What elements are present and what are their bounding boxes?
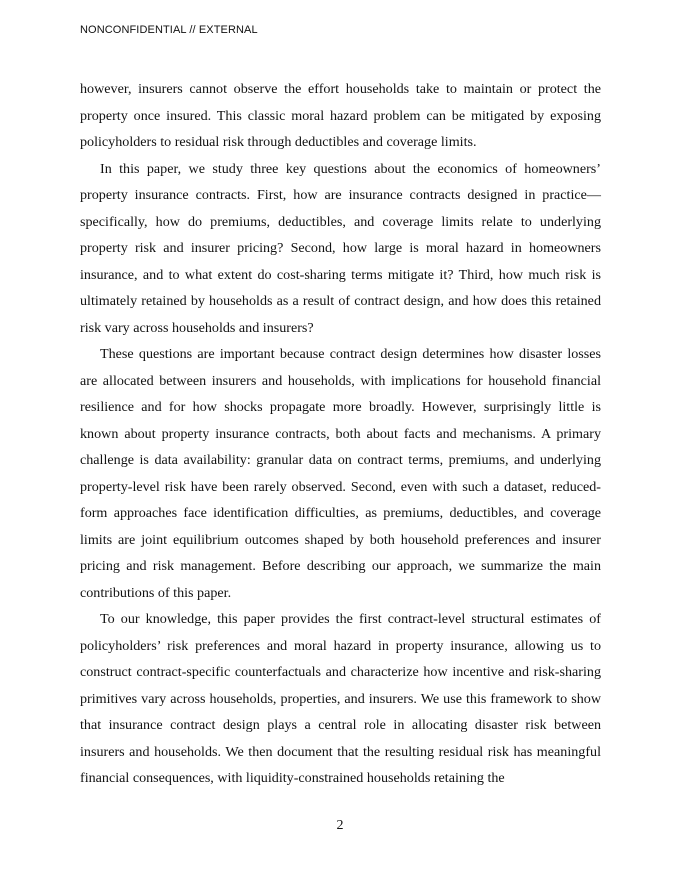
paragraph-motivation: These questions are important because contract design determines how disaster losses are allocated between insurers and households, with implications for household financial resilience and for how shocks propagate more broadly. However, surprisingly little is known about property insurance contracts, both about facts and mechanisms. A primary challenge is data availability: granular data on contract terms, premiums, and underlying property-level risk have been rarely observed. Second, even with such a dataset, reduced-form approaches face identification difficulties, as premiums, deductibles, and coverage limits are joint equilibrium outcomes shaped by both household preferences and insurer pricing and risk management. Before describing our approach, we summarize the main contributions of this paper. — [80, 346, 601, 601]
paragraph-continuation: however, insurers cannot observe the effort households take to maintain or protect the property once insured. This classic moral hazard problem can be mitigated by exposing policyholders to residual risk through deductibles and coverage limits. — [80, 81, 601, 150]
classification-header: NONCONFIDENTIAL // EXTERNAL — [80, 24, 258, 36]
paragraph-contributions: To our knowledge, this paper provides the first contract-level structural estimates of policyholders’ risk preferences and moral hazard in property insurance, allowing us to construct contract-specific counterfactuals and characterize how incentive and risk-sharing primitives vary across households, properties, and insurers. We use this framework to show that insurance contract design plays a central role in allocating disaster risk between insurers and households. We then document that the resulting residual risk has meaningful financial consequences, with liquidity-constrained households retaining the — [80, 611, 601, 786]
page-number: 2 — [336, 818, 344, 833]
paragraph-research-questions: In this paper, we study three key questions about the economics of homeowners’ property insurance contracts. First, how are insurance contracts designed in practice—specifically, how do premiums, deductibles, and coverage limits relate to underlying property risk and insurer pricing? Second, how large is moral hazard in homeowners insurance, and to what extent do cost-sharing terms mitigate it? Third, how much risk is ultimately retained by households as a result of contract design, and how does this retained risk vary across households and insurers? — [80, 160, 601, 336]
body-text — [80, 76, 601, 792]
